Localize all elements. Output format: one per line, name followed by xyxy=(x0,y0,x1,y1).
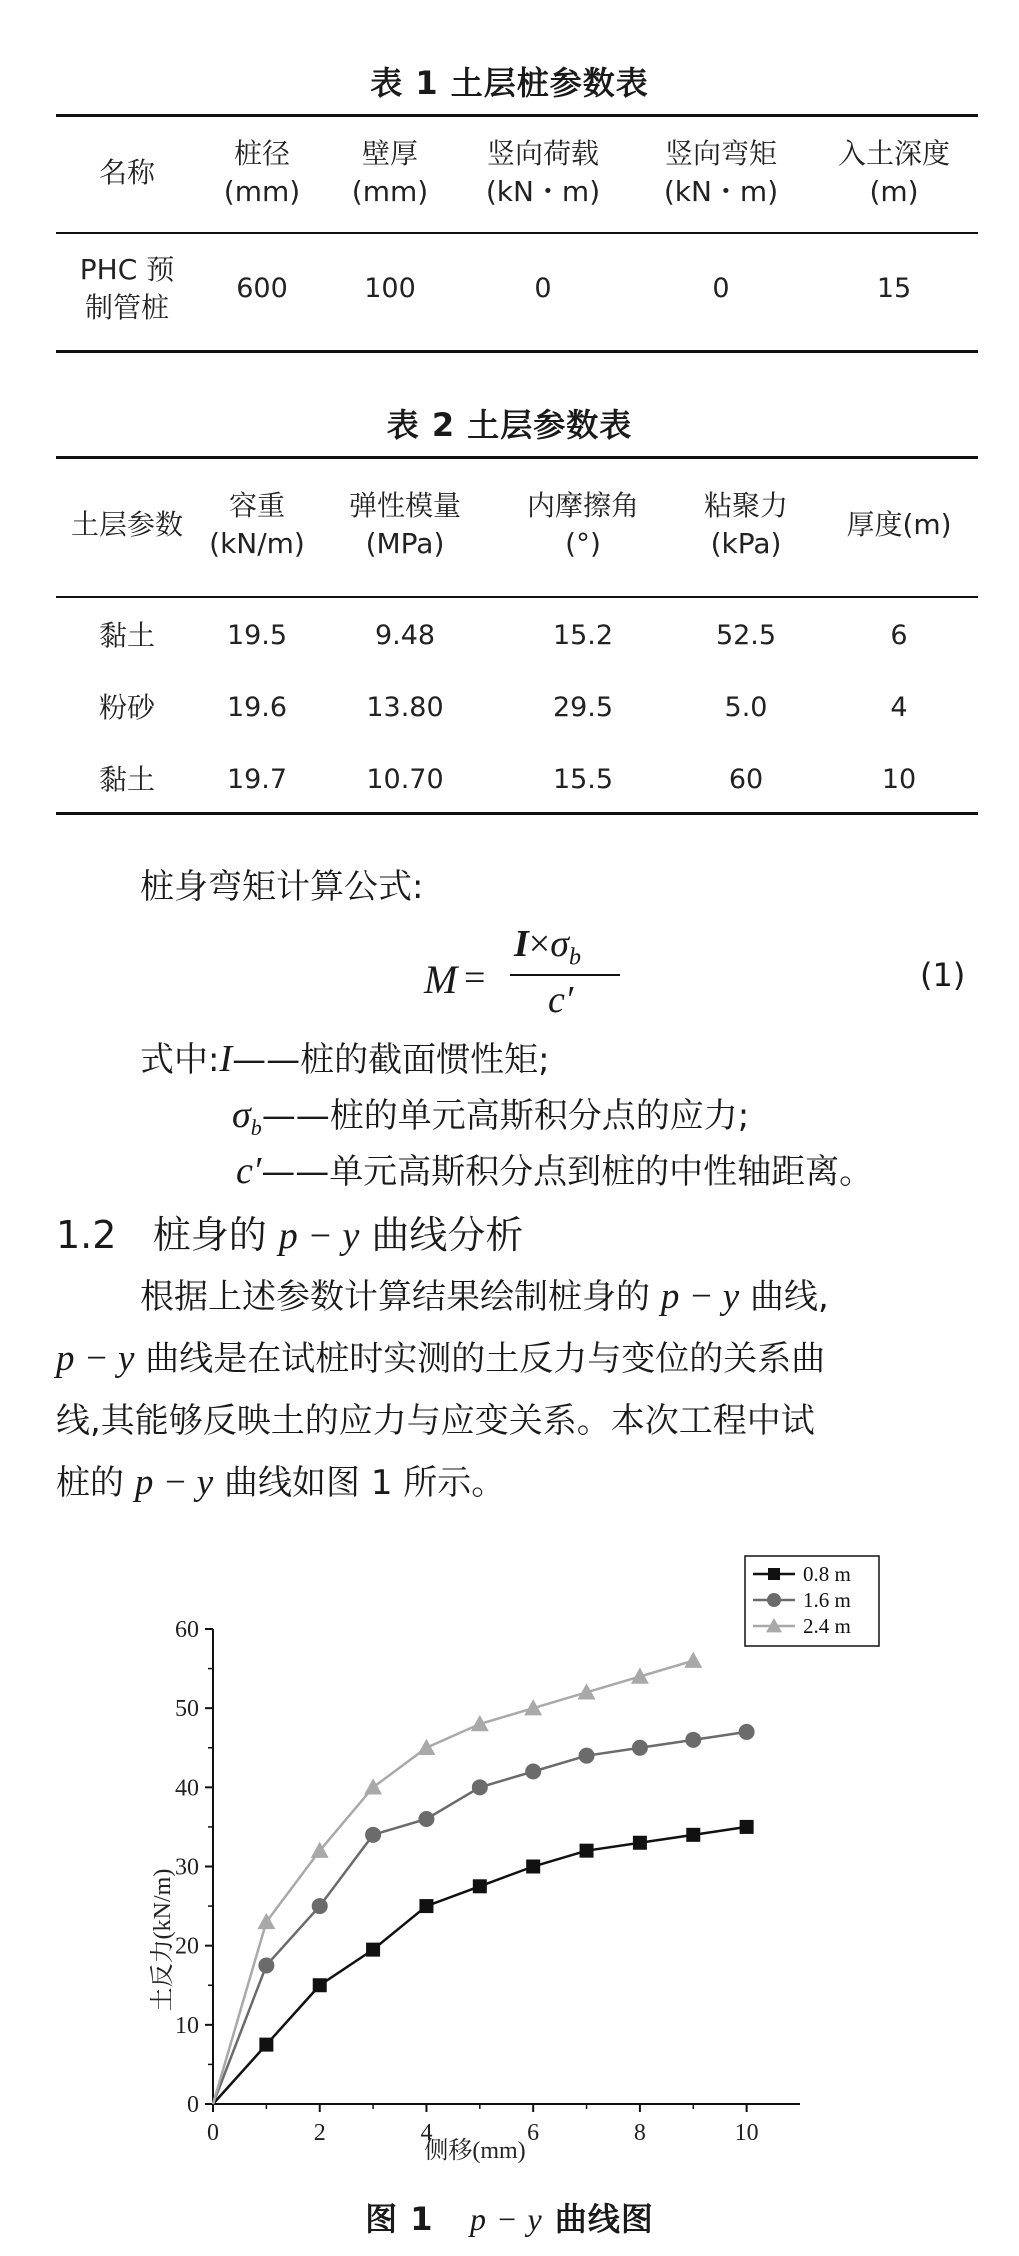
figure-caption xyxy=(0,2194,1019,2240)
table1-data-row xyxy=(56,244,978,334)
table1-cell: 0 xyxy=(712,273,730,304)
formula-intro: 桩身弯矩计算公式: xyxy=(140,867,424,907)
formula-sigma: σ xyxy=(550,923,569,965)
where-sigma-symbol: σ xyxy=(232,1094,251,1136)
table2-header-cell: 容重 (kN/m) xyxy=(209,489,305,560)
data-point-circle xyxy=(472,1779,488,1795)
data-point-square xyxy=(473,1879,487,1893)
data-point-circle xyxy=(632,1740,648,1756)
series-line xyxy=(213,1661,693,2104)
formula-numerator xyxy=(514,922,581,972)
data-point-square xyxy=(526,1860,540,1874)
table2-cell: 60 xyxy=(728,764,764,795)
data-point-square xyxy=(740,1820,754,1834)
y-tick-label: 40 xyxy=(175,1775,199,1802)
y-tick-label: 30 xyxy=(175,1854,199,1881)
table2-caption: 表 2 土层参数表 xyxy=(386,406,633,444)
table1-header-cell: 竖向弯矩 (kN・m) xyxy=(663,137,779,208)
y-tick-label: 60 xyxy=(175,1617,199,1643)
data-point-circle xyxy=(258,1957,274,1973)
table1-cell: 100 xyxy=(364,273,416,304)
table2-cell: 5.0 xyxy=(724,692,768,723)
data-point-triangle xyxy=(684,1652,702,1668)
paragraph-line-3: 线,其能够反映土的应力与应变关系。本次工程中试 xyxy=(56,1401,815,1441)
table1-cell: 0 xyxy=(534,273,552,304)
paragraph-py: p − y xyxy=(660,1276,740,1317)
where-line-I xyxy=(140,1034,550,1085)
series-1.6m xyxy=(213,1724,755,2104)
legend-label: 0.8 m xyxy=(803,1562,851,1586)
data-point-square xyxy=(633,1836,647,1850)
x-tick-label: 10 xyxy=(734,2120,759,2146)
series-0.8m xyxy=(213,1820,754,2104)
paragraph-line-2: p − y 曲线是在试桩时实测的土反力与变位的关系曲 xyxy=(56,1338,826,1379)
data-point-circle xyxy=(525,1764,541,1780)
table1-cell: 600 xyxy=(236,273,288,304)
where-I-text: ——桩的截面惯性矩; xyxy=(232,1040,550,1080)
table1-caption: 表 1 土层桩参数表 xyxy=(370,64,649,102)
data-point-square xyxy=(686,1828,700,1842)
paragraph-line-4: 桩的 p − y 曲线如图 1 所示。 xyxy=(56,1462,506,1503)
data-point-triangle xyxy=(364,1778,382,1794)
formula-denominator: c′ xyxy=(548,979,574,1021)
paragraph-py: p − y xyxy=(56,1338,135,1379)
table2-cell: 29.5 xyxy=(552,692,614,723)
formula-lhs: M xyxy=(424,957,458,1002)
table2-cell: 19.5 xyxy=(226,620,288,651)
table1-cell: PHC 预 制管桩 xyxy=(79,253,175,324)
figure-caption-suffix: 曲线图 xyxy=(554,2200,654,2238)
table2-header-cell: 厚度(m) xyxy=(846,508,952,541)
legend-label: 2.4 m xyxy=(803,1614,851,1638)
where-c-symbol: c′ xyxy=(236,1150,262,1192)
data-point-circle xyxy=(739,1724,755,1740)
table1-header-row xyxy=(56,128,978,218)
table1-header-cell: 竖向荷载 (kN・m) xyxy=(485,137,601,208)
where-line-c xyxy=(236,1146,873,1197)
table1-header-cell: 入土深度 (m) xyxy=(837,137,950,208)
x-tick-label: 4 xyxy=(420,2120,433,2146)
table2-cell: 10 xyxy=(881,764,917,795)
x-tick-label: 8 xyxy=(633,2120,646,2146)
data-point-triangle xyxy=(417,1739,435,1755)
table2-cell: 黏土 xyxy=(98,619,155,652)
figure-caption-prefix: 图 1 xyxy=(365,2200,434,2238)
formula-times: × xyxy=(528,923,551,965)
table1-header-cell: 壁厚 (mm) xyxy=(351,137,429,208)
x-axis-label: 侧移(mm) xyxy=(424,2138,526,2164)
py-curve-chart xyxy=(0,1540,1019,2180)
table1-top-rule xyxy=(56,114,978,117)
chart-axes xyxy=(175,1617,800,2146)
table2-cell: 13.80 xyxy=(366,692,444,723)
table2-data-row xyxy=(56,612,978,660)
chart-series xyxy=(213,1652,755,2104)
table2-cell: 19.7 xyxy=(226,764,288,795)
table2-cell: 9.48 xyxy=(374,620,436,651)
formula-number: (1) xyxy=(920,956,966,994)
formula-fraction-bar xyxy=(510,974,620,976)
series-line xyxy=(213,1827,747,2104)
section-title-post: 曲线分析 xyxy=(371,1213,524,1257)
data-point-square xyxy=(580,1844,594,1858)
table2-cell: 6 xyxy=(890,620,908,651)
table2-mid-rule xyxy=(56,596,978,598)
chart-legend xyxy=(745,1556,879,1646)
table2-cell: 15.5 xyxy=(552,764,614,795)
where-sigma-text: ——桩的单元高斯积分点的应力; xyxy=(261,1096,750,1136)
where-I-symbol: I xyxy=(219,1038,233,1080)
data-point-square xyxy=(419,1899,433,1913)
series-2.4m xyxy=(213,1652,702,2104)
y-axis-label: 土反力(kN/m) xyxy=(150,1868,176,2012)
x-tick-label: 6 xyxy=(527,2120,540,2146)
section-title-py: p − y xyxy=(278,1215,360,1257)
table2-data-row xyxy=(56,756,978,804)
table2-header-row xyxy=(56,470,978,580)
table2-header-cell: 内摩擦角 (°) xyxy=(526,489,639,560)
table2-header-cell: 弹性模量 (MPa) xyxy=(348,489,461,560)
table2-cell: 10.70 xyxy=(366,764,444,795)
data-point-circle xyxy=(418,1811,434,1827)
table1-cell: 15 xyxy=(876,273,912,304)
table2-cell: 52.5 xyxy=(715,620,777,651)
section-title-pre: 桩身的 xyxy=(152,1213,267,1257)
data-point-circle xyxy=(685,1732,701,1748)
table2-header-cell: 粘聚力 (kPa) xyxy=(703,489,788,560)
data-point-square xyxy=(313,1978,327,1992)
formula-equals: = xyxy=(464,957,486,999)
data-point-circle xyxy=(365,1827,381,1843)
data-point-square xyxy=(366,1943,380,1957)
x-tick-label: 0 xyxy=(207,2120,219,2146)
table1-header-cell: 桩径 (mm) xyxy=(223,137,301,208)
formula-sigma-sub: b xyxy=(568,944,581,971)
where-c-text: ——单元高斯积分点到桩的中性轴距离。 xyxy=(261,1152,874,1192)
y-tick-label: 0 xyxy=(187,2092,199,2118)
figure-caption-py: p − y xyxy=(469,2201,543,2237)
table2-data-row xyxy=(56,684,978,732)
where-sigma-sub: b xyxy=(250,1114,262,1140)
formula-I: I xyxy=(514,923,529,965)
data-point-circle xyxy=(312,1898,328,1914)
section-number: 1.2 xyxy=(56,1213,117,1257)
data-point-circle xyxy=(579,1748,595,1764)
table2-cell: 19.6 xyxy=(226,692,288,723)
table1-mid-rule xyxy=(56,232,978,234)
table2-top-rule xyxy=(56,456,978,459)
table2-cell: 15.2 xyxy=(552,620,614,651)
paragraph-py: p − y xyxy=(134,1462,214,1503)
where-line-sigma xyxy=(232,1090,749,1153)
table1-header-cell: 名称 xyxy=(98,156,155,189)
paragraph-line-1: 根据上述参数计算结果绘制桩身的 p − y 曲线, xyxy=(140,1276,829,1317)
data-point-circle xyxy=(767,1593,781,1607)
y-tick-label: 10 xyxy=(175,2012,199,2039)
where-prefix: 式中: xyxy=(140,1040,220,1080)
y-tick-label: 50 xyxy=(175,1696,199,1723)
table2-header-cell: 土层参数 xyxy=(70,508,183,541)
table2-cell: 粉砂 xyxy=(98,691,155,724)
section-heading xyxy=(56,1204,523,1259)
table2-cell: 黏土 xyxy=(98,763,155,796)
table2-bottom-rule xyxy=(56,812,978,815)
legend-label: 1.6 m xyxy=(803,1588,851,1612)
data-point-square xyxy=(768,1568,780,1580)
x-tick-label: 2 xyxy=(313,2120,326,2146)
y-tick-label: 20 xyxy=(175,1933,199,1960)
table1-bottom-rule xyxy=(56,350,978,353)
table2-cell: 4 xyxy=(890,692,908,723)
data-point-square xyxy=(259,2038,273,2052)
formula-1 xyxy=(424,922,624,1022)
